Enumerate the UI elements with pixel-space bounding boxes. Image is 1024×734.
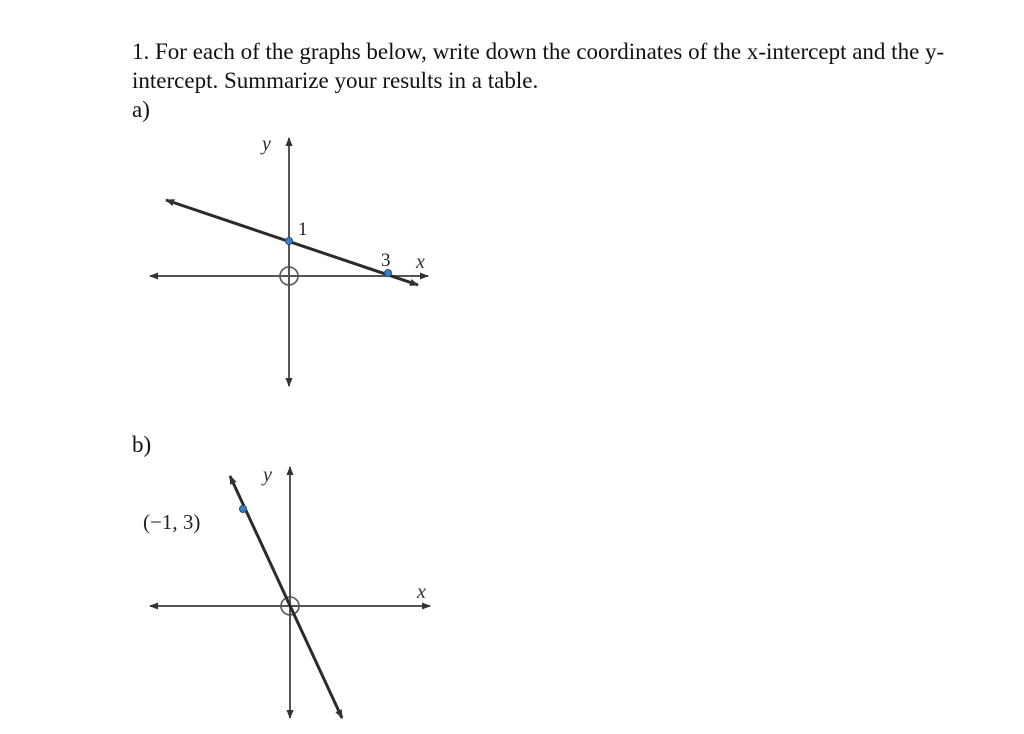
graph-a-y-intercept-label: 1 xyxy=(298,219,308,240)
graph-b-x-label: x xyxy=(417,581,426,603)
graph-b-point-label: (−1, 3) xyxy=(143,510,201,534)
graph-b xyxy=(143,464,430,718)
graph-a-x-label: x xyxy=(416,251,425,273)
part-b-label: b) xyxy=(132,432,152,457)
part-a-label: a) xyxy=(132,97,150,122)
graph-a-y-label: y xyxy=(262,133,271,155)
graph-b-y-label: y xyxy=(263,464,272,486)
question-text: 1. For each of the graphs below, write down the coordinates of the x-intercept and the y-intercept. Summarize your results in a table. xyxy=(132,39,945,93)
graph-a xyxy=(150,133,428,386)
graph-b-point xyxy=(240,506,247,513)
graph-a-y-intercept-point xyxy=(286,238,293,245)
graph-a-x-intercept-label: 3 xyxy=(381,250,391,271)
graph-b-line xyxy=(230,476,342,718)
